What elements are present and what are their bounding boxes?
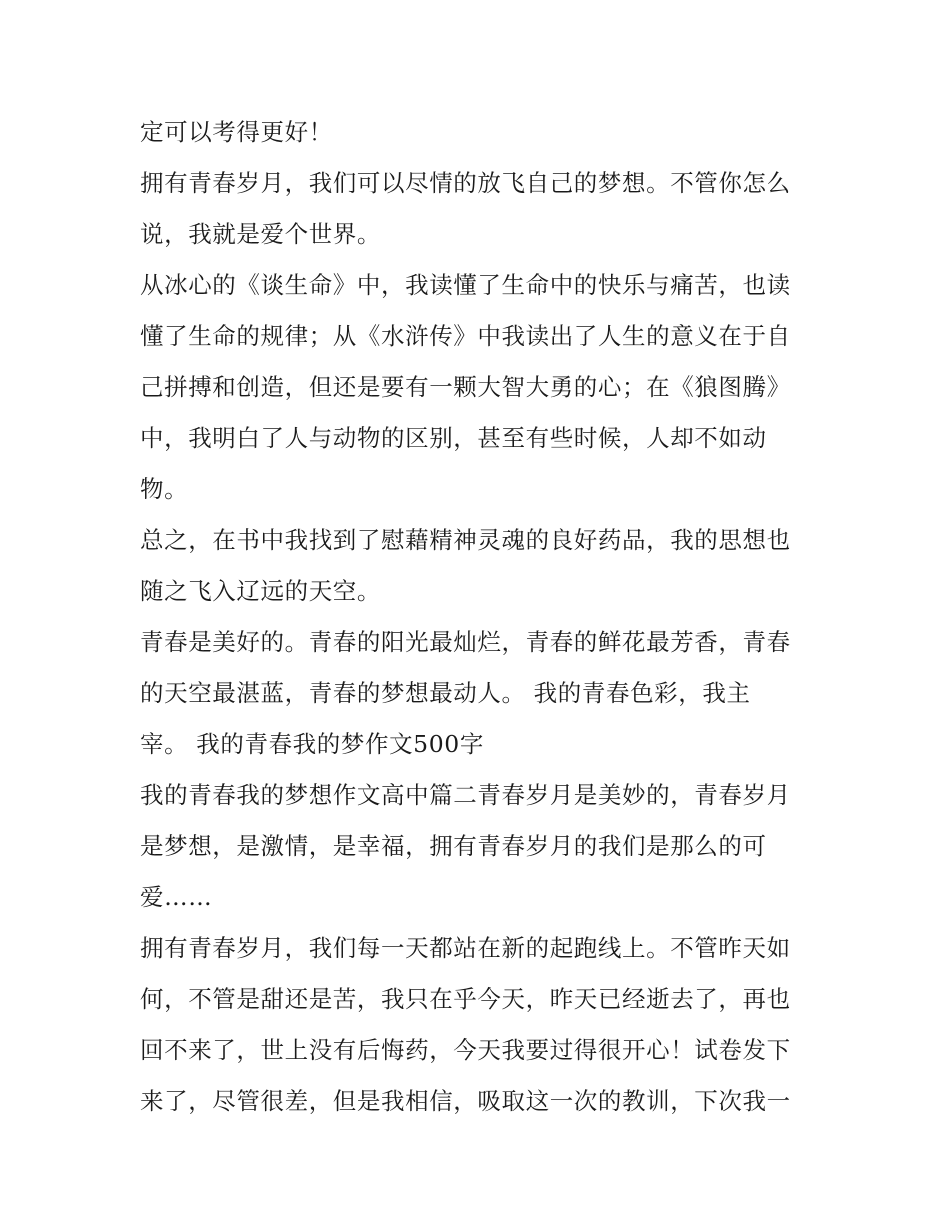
text-line: 随之飞入辽远的天空。 <box>140 577 381 605</box>
text-line: 的天空最湛蓝，青春的梦想最动人。 我的青春色彩，我主 <box>140 679 751 707</box>
text-line: 回不来了，世上没有后悔药，今天我要过得很开心！试卷发下 <box>140 1036 791 1064</box>
text-line: 说，我就是爱个世界。 <box>140 220 381 248</box>
text-line: 懂了生命的规律；从《水浒传》中我读出了人生的意义在于自 <box>140 322 791 350</box>
text-line: 拥有青春岁月，我们每一天都站在新的起跑线上。不管昨天如 <box>140 934 791 962</box>
essay-text <box>140 107 830 1127</box>
text-line: 定可以考得更好！ <box>140 118 333 146</box>
text-line: 爱…… <box>140 883 213 911</box>
text-line: 青春是美好的。青春的阳光最灿烂，青春的鲜花最芳香，青春 <box>140 628 791 656</box>
text-line: 是梦想，是激情，是幸福，拥有青春岁月的我们是那么的可 <box>140 832 767 860</box>
text-line: 宰。 我的青春我的梦作文500字 <box>140 730 484 758</box>
text-line: 拥有青春岁月，我们可以尽情的放飞自己的梦想。不管你怎么 <box>140 169 791 197</box>
text-line: 己拼搏和创造，但还是要有一颗大智大勇的心；在《狼图腾》 <box>140 373 791 401</box>
text-line: 总之，在书中我找到了慰藉精神灵魂的良好药品，我的思想也 <box>140 526 791 554</box>
text-line: 中，我明白了人与动物的区别，甚至有些时候，人却不如动 <box>140 424 767 452</box>
text-line: 我的青春我的梦想作文高中篇二青春岁月是美妙的，青春岁月 <box>140 781 791 809</box>
text-line: 来了，尽管很差，但是我相信，吸取这一次的教训，下次我一 <box>140 1087 791 1115</box>
text-line: 物。 <box>140 475 189 503</box>
text-line: 从冰心的《谈生命》中，我读懂了生命中的快乐与痛苦，也读 <box>140 271 791 299</box>
text-line: 何，不管是甜还是苦，我只在乎今天，昨天已经逝去了，再也 <box>140 985 791 1013</box>
